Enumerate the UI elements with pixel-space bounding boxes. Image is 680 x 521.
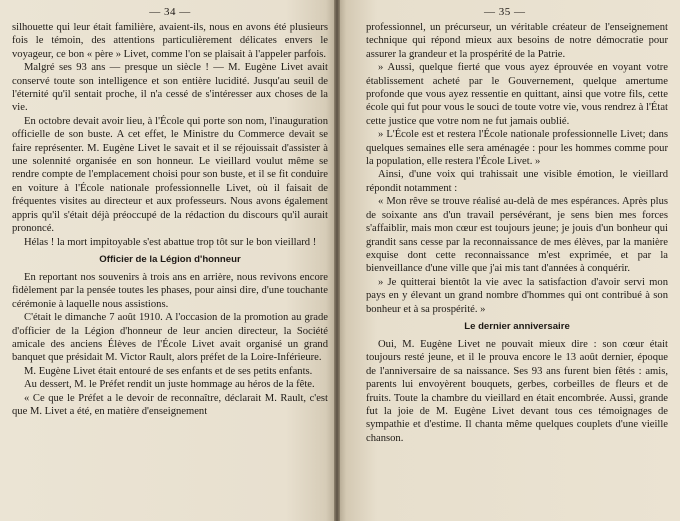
page-body [12,21,328,418]
paragraph: En reportant nos souvenirs à trois ans en arrière, nous revivons encore fidèlement par la pensée toutes les phases, pour ainsi dire, d'une touchante cérémonie à laquelle nous assistions. [12,271,328,310]
book-gutter [334,0,340,521]
paragraph: Oui, M. Eugène Livet ne pouvait mieux dire : son cœur était toujours resté jeune, et il le prouva encore le 13 août dernier, époque de l'anniversaire de sa naissance. Ses 93 ans furent bien fêtés : amis, parents lui envoyèrent bouquets, gerbes, corbeilles de fleurs et de fruits. Toute la chambre du vieillard en était encombrée. Aussi, grande fut la joie de M. Eugène Livet devant tous ces témoignages de sympathie et d'estime. Il chanta même quelques couplets d'une vieille chanson. [366,338,668,444]
section-heading: Officier de la Légion d'honneur [99,253,241,265]
paragraph: « Mon rêve se trouve réalisé au-delà de mes espérances. Après plus de soixante ans d'un travail persévérant, je sens bien mes forces s'affaiblir, mais mon cœur est toujours jeune; je jouis d'un bonheur qui grandit sans cesse par la reconnaissance de mes élèves, par la manière exquise dont cette reconnaissance m'est exprimée, et par la bienveillance d'une ville que j'ai mis tant d'années à conquérir. [366,196,668,275]
paragraph: En octobre devait avoir lieu, à l'École qui porte son nom, l'inauguration officielle de son buste. A cet effet, le Ministre du Commerce devait se faire représenter. M. Eugène Livet le savait et il se réjouissait d'assister à une solennité organisée en son honneur. Le vieillard voulut même se rendre compte de l'emplacement choisi pour son buste, et il se fit conduire en voiture à l'École nationale professionnelle Livet, où il faisait de fréquentes visites au directeur et aux professeurs. Nous avons également appris qu'il s'était déjà préoccupé de la rédaction du discours qu'il aurait prononcé. [12,115,328,235]
left-page [0,0,336,521]
paragraph: Ainsi, d'une voix qui trahissait une visible émotion, le vieillard répondit notamment : [366,169,668,194]
paragraph: Malgré ses 93 ans — presque un siècle ! — M. Eugène Livet avait conservé toute son intelligence et son entière lucidité. Jusqu'au seuil de l'éternité qu'il sentait proche, il n'a cessé de s'intéresser aux choses de la vie. [12,62,328,114]
page-body [366,21,668,445]
paragraph: » Aussi, quelque fierté que vous ayez éprouvée en voyant votre établissement acheté par le Gouvernement, quelque amertume profonde que vous ayez ressentie en quittant, ainsi que votre fils, cette école qui fut pour vous le souci de toute votre vie, vous rendrez à l'État cette justice que votre nom ne fut jamais oublié. [366,62,668,127]
paragraph: Hélas ! la mort impitoyable s'est abattue trop tôt sur le bon vieillard ! [24,236,317,248]
paragraph: C'était le dimanche 7 août 1910. A l'occasion de la promotion au grade d'officier de la Légion d'honneur de leur ancien directeur, la Société amicale des anciens Élèves de l'École Livet avait organisé un grand banquet que présidait M. Victor Rault, alors préfet de la Loire-Inférieure. [12,312,328,364]
paragraph: silhouette qui leur était familière, avaient-ils, nous en avons été plusieurs fois le témoin, des attentions particulièrement délicates envers le voyageur, ce bon « père » Livet, comme l'on se plaisait à l'appeler parfois. [12,22,328,60]
paragraph: M. Eugène Livet était entouré de ses enfants et de ses petits enfants. [24,365,313,377]
right-page [336,0,680,521]
page-number: — 35 — [484,6,526,18]
paragraph: « Ce que le Préfet a le devoir de reconnaître, déclarait M. Rault, c'est que M. Livet a été, en matière d'enseignement [12,392,328,417]
paragraph: professionnel, un précurseur, un véritable créateur de l'enseignement technique qui répond mieux aux besoins de notre démocratie pour assurer la grandeur et la prospérité de la Patrie. [366,22,668,60]
section-heading: Le dernier anniversaire [464,320,570,332]
paragraph: » Je quitterai bientôt la vie avec la satisfaction d'avoir servi mon pays en y élevant un grand nombre d'hommes qui ont contribué à son bonheur et à sa prospérité. » [366,276,668,315]
page-number: — 34 — [149,6,191,18]
paragraph: » L'École est et restera l'École nationale professionnelle Livet; dans quelques semaines elle sera aménagée : pour les hommes comme pour la population, elle restera l'École Livet. » [366,129,668,168]
paragraph: Au dessert, M. le Préfet rendit un juste hommage au héros de la fête. [24,379,315,391]
